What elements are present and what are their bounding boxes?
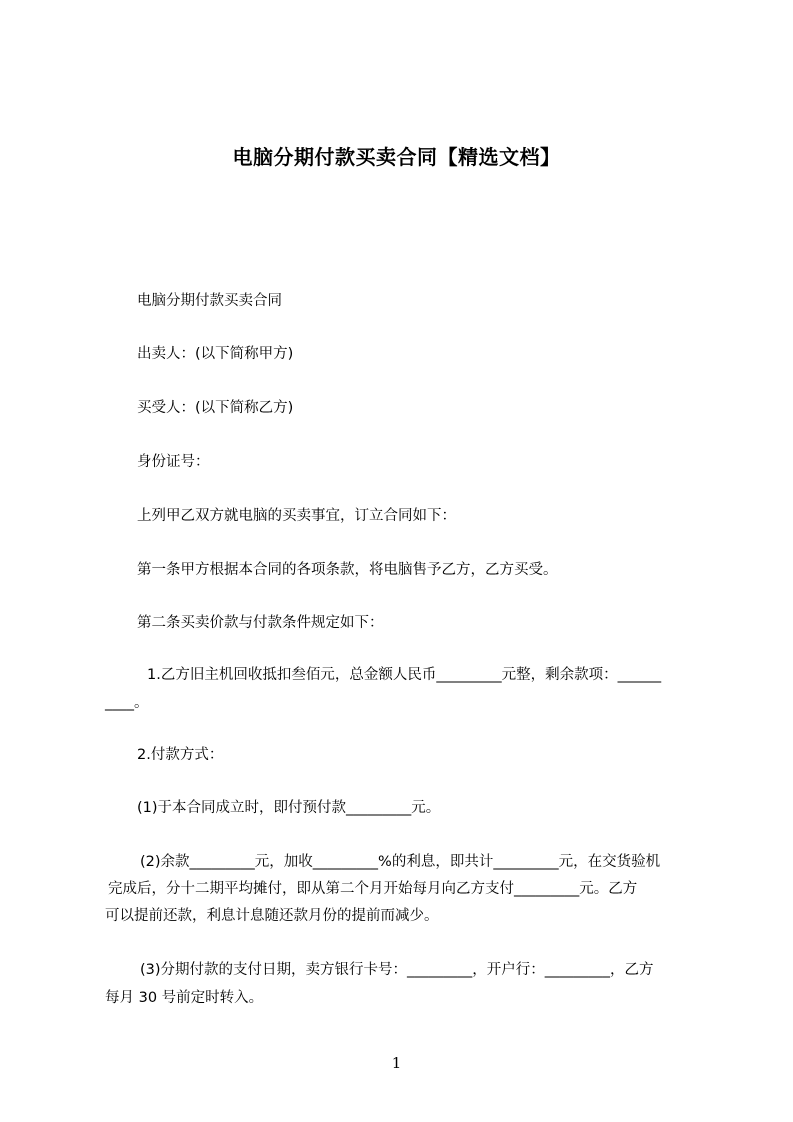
sub-item-2-line-1: (2)余款_________元，加收_________%的利息，即共计_________元，在交货验机	[140, 854, 661, 870]
sub-item-3-line-1: (3)分期付款的支付日期，卖方银行卡号：_________，开户行：_________，乙方	[140, 962, 654, 978]
buyer-line: 买受人：(以下简称乙方)	[137, 400, 294, 416]
document-title: 电脑分期付款买卖合同【精选文档】	[232, 145, 561, 169]
page-number: 1	[391, 1054, 402, 1072]
item-2: 2.付款方式：	[137, 747, 224, 763]
contract-heading: 电脑分期付款买卖合同	[137, 293, 282, 309]
article-2: 第二条买卖价款与付款条件规定如下：	[137, 615, 384, 631]
item-1-line-2: ____。	[105, 695, 149, 711]
article-1: 第一条甲方根据本合同的各项条款，将电脑售予乙方，乙方买受。	[137, 562, 558, 578]
seller-line: 出卖人：(以下简称甲方)	[137, 346, 294, 362]
sub-item-2-line-2: 完成后，分十二期平均摊付，即从第二个月开始每月向乙方支付_________元。乙方	[108, 881, 638, 897]
id-number-line: 身份证号：	[137, 454, 210, 470]
sub-item-2-line-3: 可以提前还款，利息计息随还款月份的提前而减少。	[105, 908, 439, 924]
item-1-line-1: 1.乙方旧主机回收抵扣叁佰元，总金额人民币_________元整，剩余款项：______	[147, 667, 662, 683]
sub-item-3-line-2: 每月 30 号前定时转入。	[105, 990, 264, 1006]
intro-paragraph: 上列甲乙双方就电脑的买卖事宜，订立合同如下：	[137, 508, 456, 524]
sub-item-1: (1)于本合同成立时，即付预付款_________元。	[137, 800, 441, 816]
